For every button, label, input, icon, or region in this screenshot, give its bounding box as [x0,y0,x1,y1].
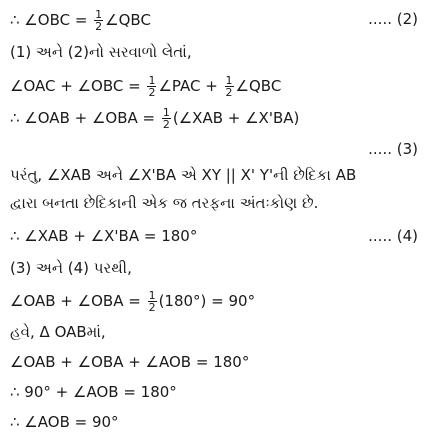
equation-text: ∴ ∠OBC = [10,11,93,29]
equation-ref-4: ..... (4) [368,227,418,245]
fraction [225,75,234,98]
equation-90 [10,290,255,313]
fraction [162,107,171,130]
equation-text: (∠XAB + ∠X'BA) [172,109,300,127]
from-statement: (3) અને (4) પરથી, [10,259,132,277]
equation-text: ∠QBC [105,11,151,29]
equation-sum [10,75,281,98]
equation-obc [10,9,151,32]
fraction-numerator: 1 [95,8,103,21]
fraction-numerator: 1 [148,289,156,302]
equation-ref-2: ..... (2) [368,10,418,28]
fraction [94,9,103,32]
transversal-statement: દ્વારા બનતા છેદિકાની એક જ તરફના અંતઃકોણ છે. [10,194,319,212]
fraction [147,75,156,98]
triangle-statement: હવે, Δ OABમાં, [10,323,106,341]
equation-text: ∠QBC [235,77,282,95]
fraction-numerator: 1 [225,74,233,87]
fraction-denominator: 2 [95,20,103,33]
adding-statement: (1) અને (2)નો સરવાળો લેતાં, [10,43,192,61]
fraction-denominator: 2 [225,86,233,99]
fraction-numerator: 1 [148,74,156,87]
fraction-denominator: 2 [148,301,156,314]
equation-angle-sum: ∠OAB + ∠OBA + ∠AOB = 180° [10,353,250,371]
but-statement: પરંતુ, ∠XAB અને ∠X'BA એ XY || X' Y'ની છેદિકા AB [10,166,357,184]
fraction-numerator: 1 [162,106,170,119]
equation-aob-result: ∴ ∠AOB = 90° [10,413,119,431]
equation-oab-oba [10,107,299,130]
equation-ref-3: ..... (3) [368,140,418,158]
fraction [148,290,157,313]
equation-text: ∠PAC + [158,77,223,95]
equation-text: ∠OAC + ∠OBC = [10,77,146,95]
equation-text: ∴ ∠OAB + ∠OBA = [10,109,160,127]
equation-text: ∠OAB + ∠OBA = [10,292,146,310]
equation-180: ∴ ∠XAB + ∠X'BA = 180° [10,227,198,245]
equation-text: (180°) = 90° [158,292,256,310]
fraction-denominator: 2 [162,118,170,131]
fraction-denominator: 2 [148,86,156,99]
equation-90-plus: ∴ 90° + ∠AOB = 180° [10,383,177,401]
